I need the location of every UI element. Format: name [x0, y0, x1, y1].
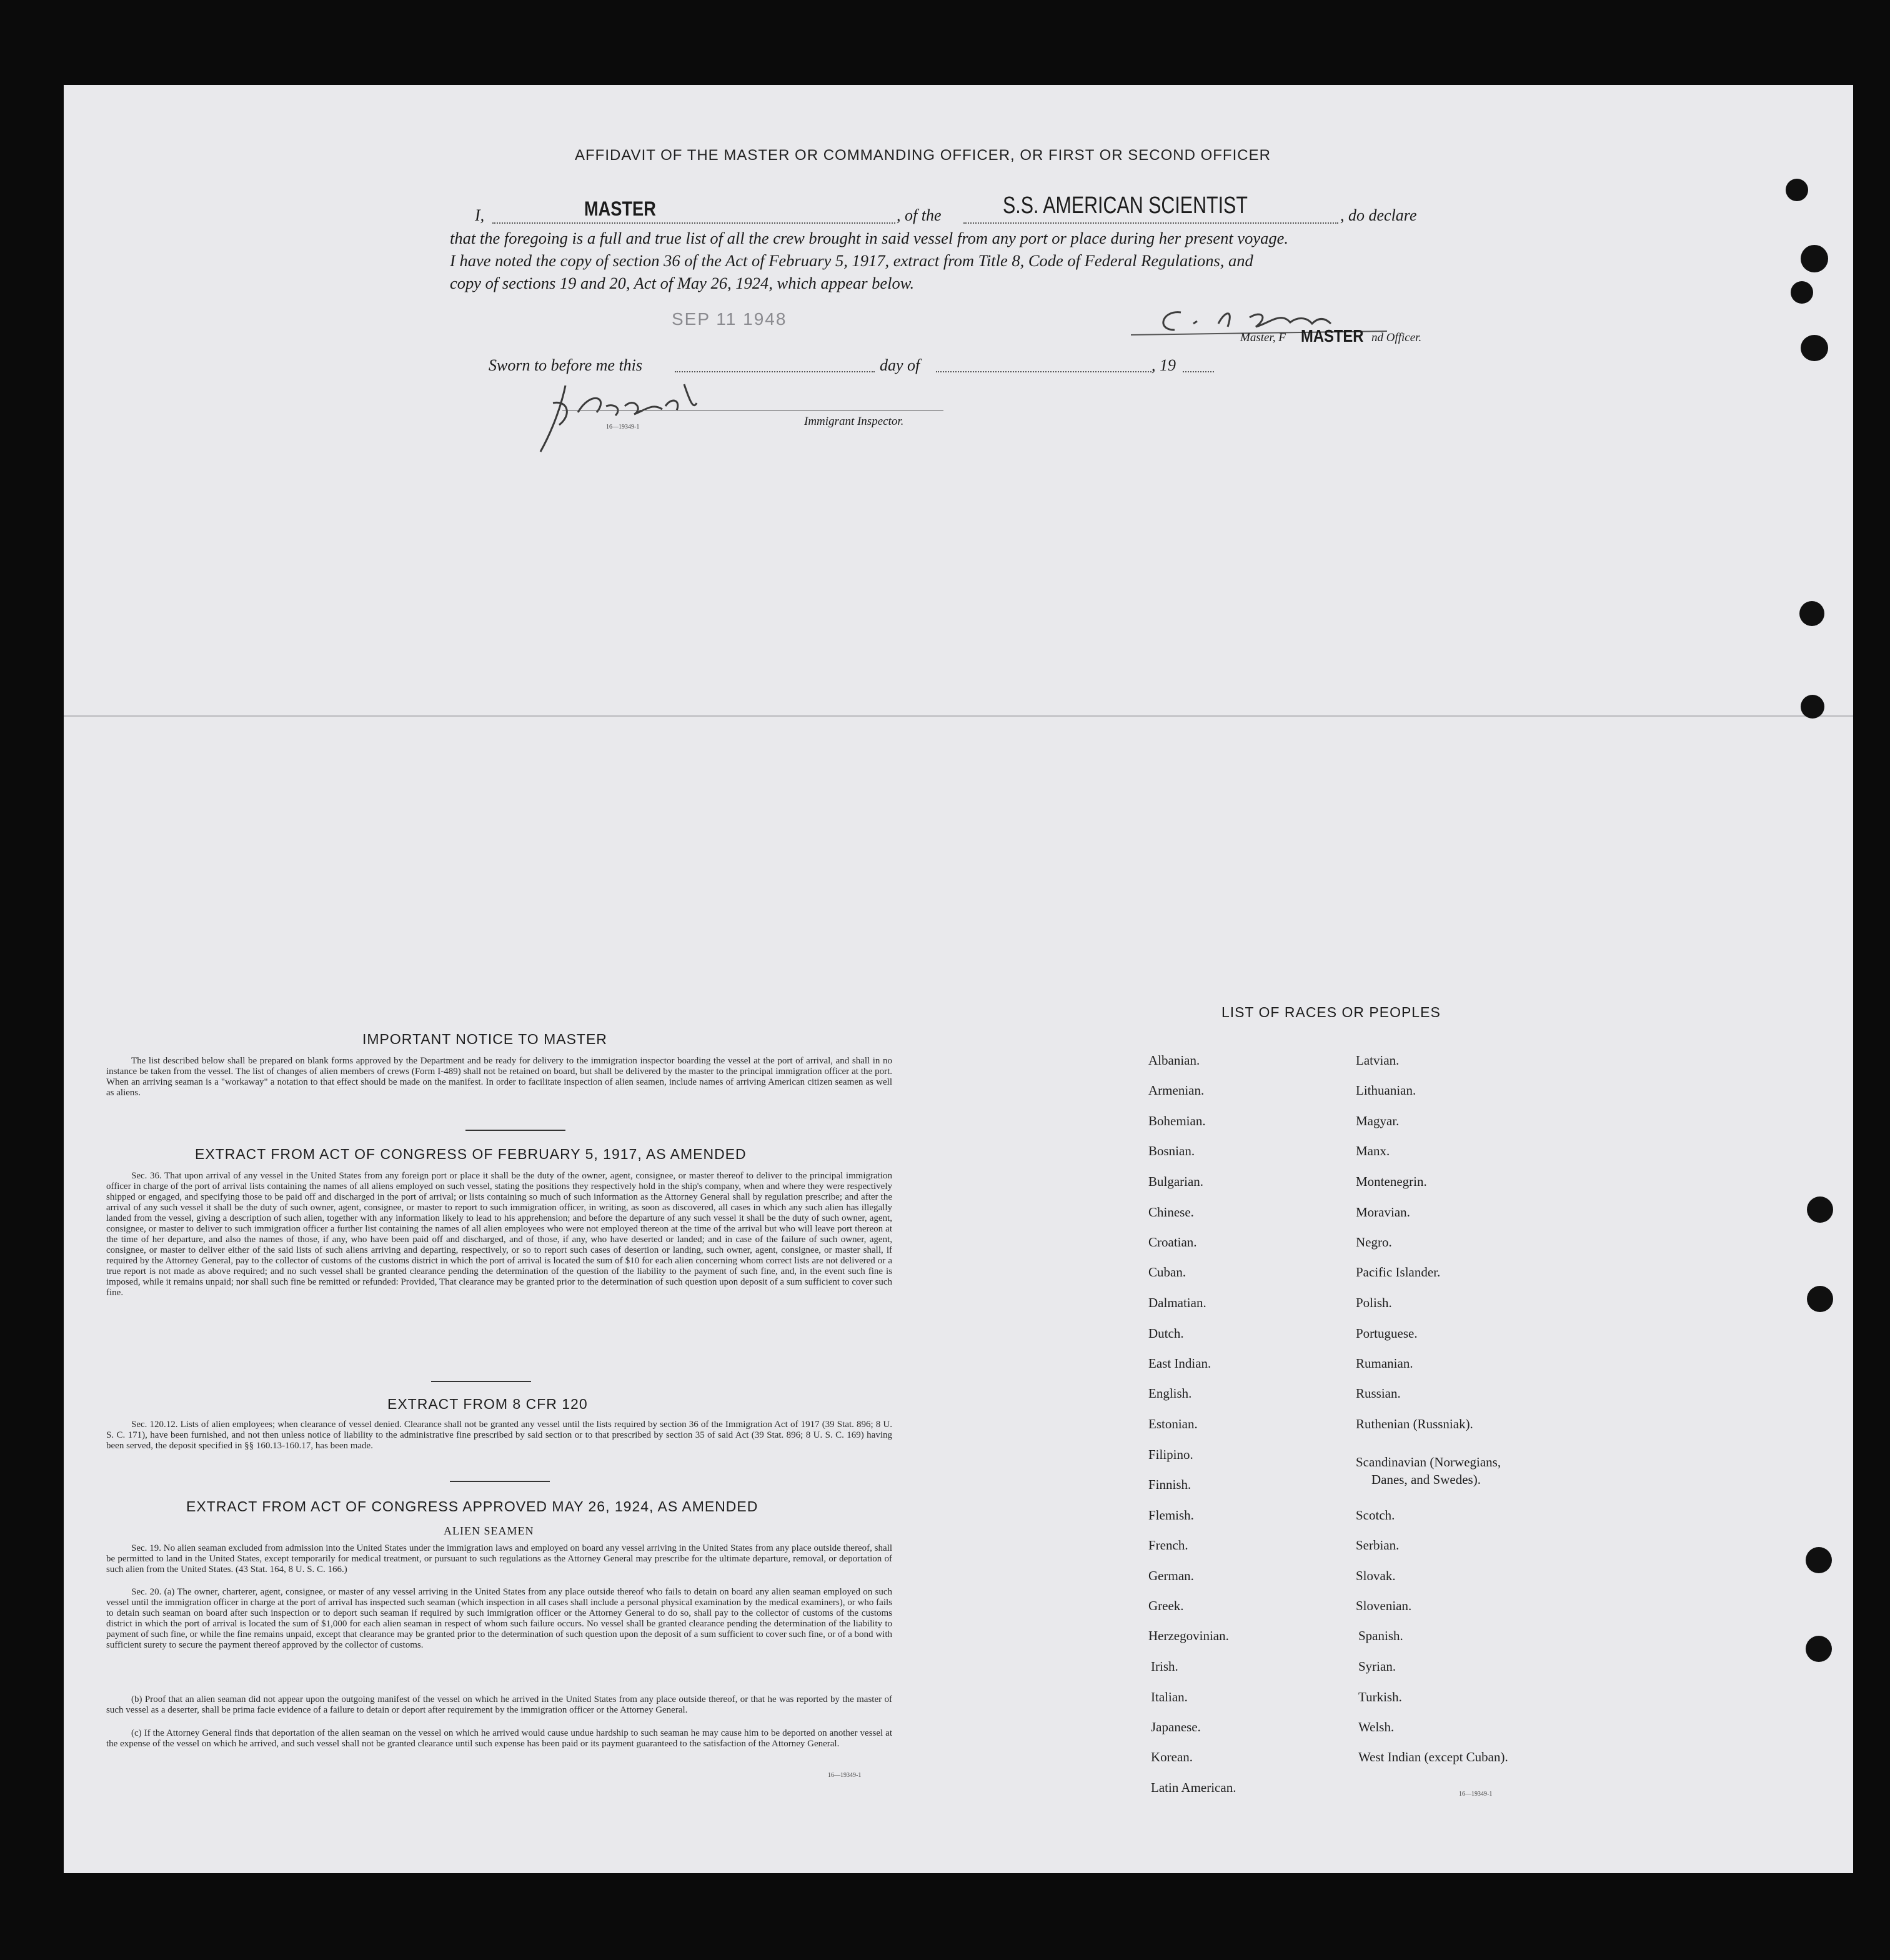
vessel-name-value: S.S. AMERICAN SCIENTIST [1003, 192, 1248, 219]
extract-cfr-body: Sec. 120.12. Lists of alien employees; when clearance of vessel denied. Clearance shall not be granted any vessel until the lists required by section 36 of the Immigration Act of 1917 (39 Stat. 896; 8 U. S. C. 171), have been furnished, and not then unless notice of liability to the administrative fine prescribed by said section or to that prescribed by section 35 of said Act (39 Stat. 896; 8 U. S. C. 169) having been served, the deposit specified in §§ 160.13-160.17, has been made. [106, 1420, 892, 1451]
race-item: Flemish. [1148, 1508, 1194, 1523]
race-item: Cuban. [1148, 1265, 1186, 1280]
punch-hole [1799, 601, 1824, 626]
race-item: Bulgarian. [1148, 1174, 1204, 1189]
punch-hole [1801, 245, 1828, 272]
race-item: Negro. [1356, 1235, 1392, 1250]
race-item: Albanian. [1148, 1053, 1200, 1068]
race-item: Estonian. [1148, 1416, 1198, 1431]
race-item: Danes, and Swedes). [1371, 1472, 1481, 1487]
extract-1917-body: Sec. 36. That upon arrival of any vessel in the United States from any foreign port or place it shall be the duty of the owner, agent, consignee, or master thereof to deliver to the principal immigration officer in charge of the port of arrival lists containing the names of all aliens employed on such vessel, stating the positions they respectively hold in the ship's company, when and where they were respectively shipped or engaged, and specifying those to be paid off and discharged in the port of arrival; or lists containing so much of such information as the Attorney General shall by regulation prescribe; and after the arrival of any such vessel it shall be the duty of such owner, agent, consignee, or master to report to such immigration officer, in writing, as soon as discovered, all cases in which any such alien has illegally landed from the vessel, giving a description of such alien, together with any information likely to lead to his apprehension; and before the departure of any such vessel it shall be the duty of such owner, agent, consignee, or master to deliver to such immigration officer a further list containing the names of all alien employees who were not employed thereon at the time of the arrival but who will leave port thereon at the time of her departure, and also the names of those, if any, who have been paid off and discharged, and of those, if any, who have deserted or landed; and in case of the failure of such owner, agent, consignee, or master to deliver either of the said lists of such aliens arriving and departing, respectively, or so to report such cases of desertion or landing, such owner, agent, consignee, or master shall, if required by the Attorney General, pay to the collector of customs of the customs district in which the port of arrival is located the sum of $10 for each alien concerning whom correct lists are not delivered or a true report is not made as above required; and no such vessel shall be granted clearance pending the determination of the question of the liability to the payment of such fine, and, in the event such fine is imposed, while it remains unpaid; nor shall such fine be remitted or refunded: Provided, That clearance may be granted prior to the determination of such question upon deposit of a sum sufficient to cover such fine. [106, 1171, 892, 1298]
sworn-text: Sworn to before me this [489, 356, 643, 374]
signer-title-stamp: MASTER [1301, 326, 1364, 346]
race-item: Chinese. [1148, 1205, 1194, 1220]
affidavit-form-number: 16—19349-1 [606, 424, 640, 430]
section-divider [431, 1381, 531, 1382]
race-item: Slovenian. [1356, 1598, 1412, 1613]
race-item: East Indian. [1148, 1356, 1211, 1371]
race-item: Lithuanian. [1356, 1083, 1416, 1098]
affidavit-line-4: copy of sections 19 and 20, Act of May 26, 1924, which appear below. [450, 274, 915, 292]
section-divider [465, 1130, 565, 1131]
extract-1924-sec20a: Sec. 20. (a) The owner, charterer, agent, consignee, or master of any vessel arriving in the United States from any place outside thereof who fails to detain on board any alien seaman employed on such vessel until the immigration officer in charge at the port of arrival has inspected such seaman (which inspection in all cases shall include a personal physical examination by the medical examiners), or who fails to detain such seaman on board after such inspection or to deport such seaman if required by such immigration officer or the Attorney General to do so, shall pay to the collector of customs of the customs district in which the port of arrival is located the sum of $1,000 for each alien seaman in respect of whom such failure occurs. No vessel shall be granted clearance pending the determination of the liability to payment of such fine, or while the fine remains unpaid, except that clearance may be granted prior to the determination of such question upon the deposit of a sum sufficient to cover such fine, or of a bond with sufficient surety to secure the payment thereof approved by the collector of customs. [106, 1587, 892, 1650]
punch-hole [1806, 1636, 1832, 1662]
punch-hole [1807, 1286, 1833, 1312]
race-item: Scotch. [1356, 1508, 1395, 1523]
race-item: West Indian (except Cuban). [1358, 1749, 1508, 1764]
affidavit-title: AFFIDAVIT OF THE MASTER OR COMMANDING OFFICER, OR FIRST OR SECOND OFFICER [575, 147, 1271, 164]
race-item: Japanese. [1151, 1719, 1201, 1734]
race-item: Scandinavian (Norwegians, [1356, 1455, 1501, 1470]
punch-hole [1786, 179, 1808, 201]
race-item: Armenian. [1148, 1083, 1205, 1098]
race-item: Russian. [1356, 1386, 1401, 1401]
race-item: Italian. [1151, 1689, 1188, 1704]
notice-body: The list described below shall be prepared on blank forms approved by the Department and be ready for delivery to the immigration inspector boarding the vessel at the port of arrival, and shall in no instance be taken from the vessel. The list of changes of alien members of crews (Form I-489) shall not be retained on board, but shall be delivered by the master to the principal immigration officer at the port. When an arriving seaman is a "workaway" a notation to that effect should be made on the manifest. In order to facilitate inspection of alien seamen, include names of arriving American citizen seamen as well as aliens. [106, 1056, 892, 1098]
notice-title: IMPORTANT NOTICE TO MASTER [362, 1031, 607, 1047]
race-item: Turkish. [1358, 1689, 1402, 1704]
race-item: Montenegrin. [1356, 1174, 1427, 1189]
extract-1917-title: EXTRACT FROM ACT OF CONGRESS OF FEBRUARY 5, 1917, AS AMENDED [195, 1146, 747, 1162]
extract-1924-sec20b: (b) Proof that an alien seaman did not appear upon the outgoing manifest of the vessel on which he arrived in the United States from any place outside thereof, or that he was reported by the master of such vessel as a deserter, shall be prima facie evidence of a failure to detain or deport after requirement by the immigration officer or the Attorney General. [106, 1694, 892, 1715]
punch-hole [1791, 281, 1813, 304]
race-item: Serbian. [1356, 1538, 1400, 1553]
race-item: Rumanian. [1356, 1356, 1413, 1371]
race-item: Filipino. [1148, 1447, 1193, 1462]
extract-1924-sec19: Sec. 19. No alien seaman excluded from admission into the United States under the immigration laws and employed on board any vessel arriving in the United States from any place outside thereof, shall be permitted to land in the United States, except temporarily for medical treatment, or pursuant to such regulations as the Attorney General may prescribe for the ultimate departure, removal, or deportation of such alien from the United States. (43 Stat. 164, 8 U. S. C. 166.) [106, 1543, 892, 1574]
race-item: Herzegovinian. [1148, 1628, 1229, 1643]
race-item: Welsh. [1358, 1719, 1395, 1734]
extract-1924-sec20c: (c) If the Attorney General finds that deportation of the alien seaman on the vessel on which he arrived would cause undue hardship to such seaman he may cause him to be deported on another vessel at the expense of the vessel on which he arrived, and such vessel shall not be granted clearance until such expense has been paid or its payment guaranteed to the satisfaction of the Attorney General. [106, 1728, 892, 1749]
affidavit-i: I, [475, 206, 485, 224]
punch-hole [1807, 1196, 1833, 1223]
race-item: Bohemian. [1148, 1113, 1206, 1128]
race-item: Bosnian. [1148, 1143, 1195, 1158]
vessel-blank-line [963, 222, 1338, 224]
section-divider [450, 1481, 550, 1482]
extract-cfr-title: EXTRACT FROM 8 CFR 120 [387, 1396, 588, 1412]
extract-form-number: 16—19349-1 [828, 1772, 862, 1779]
race-item: Magyar. [1356, 1113, 1400, 1128]
race-item: Moravian. [1356, 1205, 1410, 1220]
race-item: Pacific Islander. [1356, 1265, 1441, 1280]
received-date-stamp: SEP 11 1948 [672, 309, 787, 329]
race-item: Syrian. [1358, 1659, 1396, 1674]
extract-1924-subtitle: ALIEN SEAMEN [444, 1525, 534, 1537]
day-of-text: day of [880, 356, 920, 374]
races-title: LIST OF RACES OR PEOPLES [1221, 1004, 1441, 1020]
signer-caption-2: nd Officer. [1371, 331, 1422, 344]
inspector-signature [534, 378, 734, 459]
race-item: Slovak. [1356, 1568, 1396, 1583]
day-blank-line [936, 371, 1151, 372]
inspector-caption: Immigrant Inspector. [804, 415, 904, 428]
affidavit-line-3: I have noted the copy of section 36 of the Act of February 5, 1917, extract from Title 8, Code of Federal Regulations, and [450, 251, 1253, 270]
master-name-value: MASTER [584, 197, 656, 220]
punch-hole [1801, 695, 1824, 719]
race-item: English. [1148, 1386, 1192, 1401]
sworn-blank-line [675, 371, 875, 372]
race-item: French. [1148, 1538, 1188, 1553]
race-item: Finnish. [1148, 1477, 1191, 1492]
of-the-text: , of the [897, 206, 942, 224]
race-item: German. [1148, 1568, 1194, 1583]
race-item: Dalmatian. [1148, 1295, 1206, 1310]
races-form-number: 16—19349-1 [1459, 1791, 1493, 1798]
race-item: Greek. [1148, 1598, 1184, 1613]
race-item: Latvian. [1356, 1053, 1400, 1068]
race-item: Spanish. [1358, 1628, 1403, 1643]
race-item: Manx. [1356, 1143, 1390, 1158]
fold-line [64, 715, 1853, 717]
race-item: Dutch. [1148, 1326, 1184, 1341]
name-blank-line [492, 222, 895, 224]
race-item: Latin American. [1151, 1780, 1236, 1795]
race-item: Ruthenian (Russniak). [1356, 1416, 1473, 1431]
punch-hole [1801, 335, 1828, 361]
race-item: Korean. [1151, 1749, 1193, 1764]
race-item: Polish. [1356, 1295, 1392, 1310]
year-prefix: , 19 [1151, 356, 1176, 374]
do-declare-text: , do declare [1340, 206, 1417, 224]
year-blank-line [1183, 371, 1214, 372]
race-item: Portuguese. [1356, 1326, 1418, 1341]
race-item: Irish. [1151, 1659, 1178, 1674]
punch-hole [1806, 1547, 1832, 1573]
affidavit-line-2: that the foregoing is a full and true list of all the crew brought in said vessel from any port or place during her present voyage. [450, 229, 1289, 247]
extract-1924-title: EXTRACT FROM ACT OF CONGRESS APPROVED MAY 26, 1924, AS AMENDED [186, 1498, 758, 1515]
race-item: Croatian. [1148, 1235, 1197, 1250]
signer-caption-1: Master, F [1240, 331, 1286, 344]
